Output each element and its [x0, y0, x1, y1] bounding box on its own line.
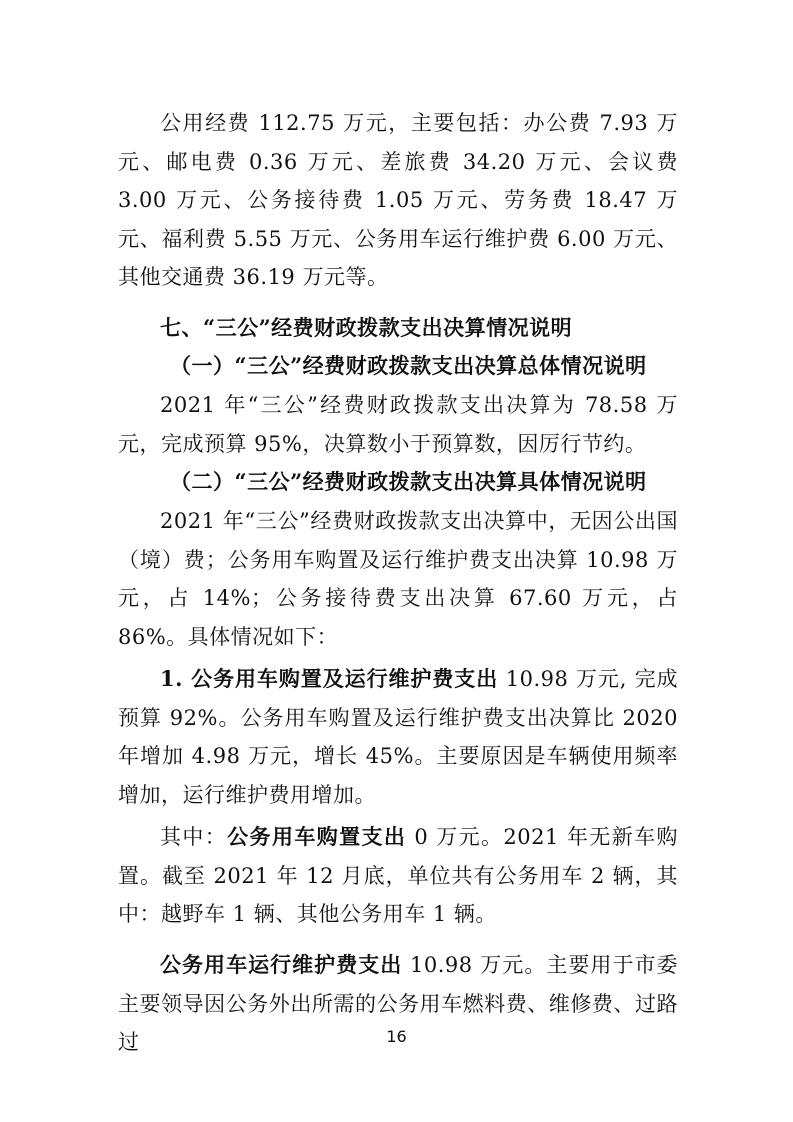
- subsection-heading-overall: （一）“三公”经费财政拨款支出决算总体情况说明: [170, 353, 647, 378]
- vehicle-purchase-label: 公务用车购置支出: [227, 824, 407, 849]
- page-number: 16: [386, 1027, 407, 1046]
- vehicle-maintenance-text: 10.98 万元。主要用于市委主要领导因公务外出所需的公务用车燃料费、维修费、过路过: [118, 953, 679, 1054]
- vehicle-costs-text: 10.98 万元, 完成预算 92%。公务用车购置及运行维护费支出决算比 2020 年增加 4.98 万元，增长 45%。主要原因是车辆使用频率增加，运行维护费用增加。: [118, 667, 678, 807]
- paragraph-vehicle-purchase: [118, 818, 678, 934]
- vehicle-purchase-prefix: 其中：: [160, 825, 228, 849]
- subsection-heading-specific: （二）“三公”经费财政拨款支出决算具体情况说明: [170, 469, 647, 494]
- paragraph-specific: 2021 年“三公”经费财政拨款支出决算中，无因公出国（境）费；公务用车购置及运行维护费支出决算 10.98 万元，占 14%；公务接待费支出决算 67.60 万元，占 86%。具体情况如下：: [118, 509, 678, 649]
- vehicle-purchase-text: 0 万元。2021 年无新车购置。截至 2021 年 12 月底，单位共有公务用车 2 辆，其中：越野车 1 辆、其他公务用车 1 辆。: [118, 825, 678, 926]
- paragraph-public-expenses: 公用经费 112.75 万元，主要包括：办公费 7.93 万元、邮电费 0.36 万元、差旅费 34.20 万元、会议费 3.00 万元、公务接待费 1.05 万元、劳务费 18.47 万元、福利费 5.55 万元、公务用车运行维护费 6.00 万元、其他交通费 36.19 万元等。: [118, 111, 678, 289]
- section-heading-three-public: 七、“三公”经费财政拨款支出决算情况说明: [160, 315, 573, 340]
- paragraph-overall: 2021 年“三公”经费财政拨款支出决算为 78.58 万元，完成预算 95%，决算数小于预算数，因厉行节约。: [118, 393, 678, 456]
- vehicle-maintenance-label: 公务用车运行维护费支出: [160, 952, 403, 977]
- paragraph-vehicle-costs: [118, 660, 678, 814]
- vehicle-costs-label: 1. 公务用车购置及运行维护费支出: [160, 666, 499, 691]
